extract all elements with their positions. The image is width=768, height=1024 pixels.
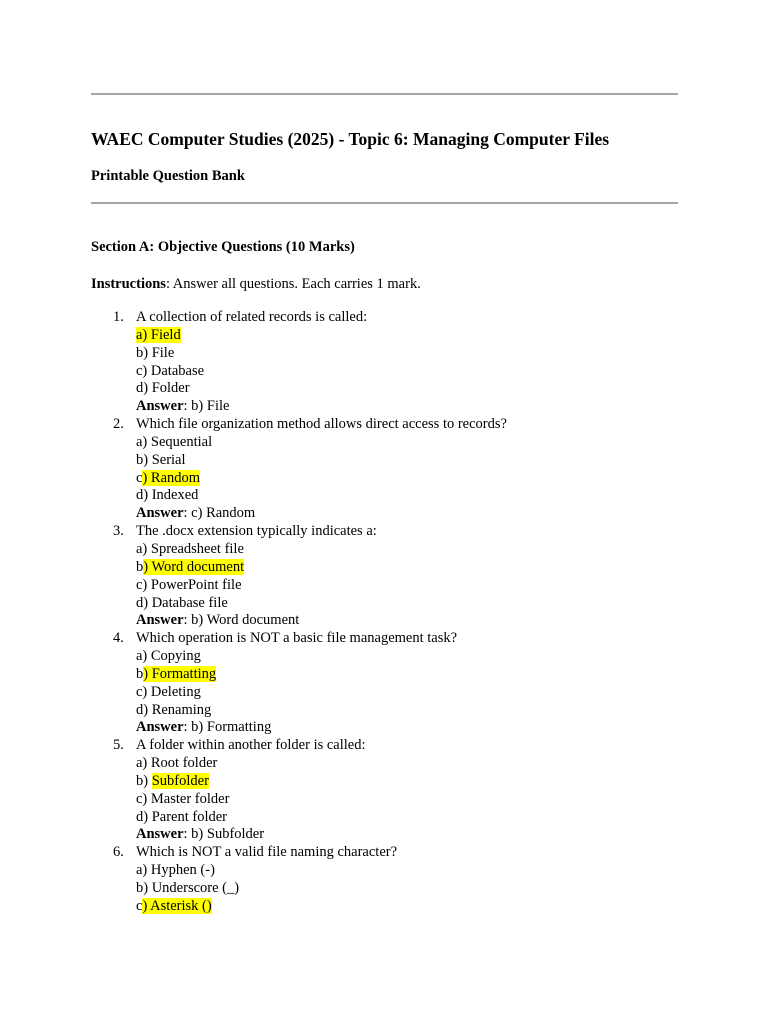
- answer-line: [91, 612, 678, 630]
- option-text: b) Underscore (_): [136, 880, 240, 896]
- question-text: A collection of related records is called:: [136, 309, 368, 325]
- question-item: [91, 416, 678, 523]
- answer-option: [91, 380, 678, 398]
- section-title: Section A: Objective Questions (10 Marks): [91, 239, 355, 255]
- document-subtitle: Printable Question Bank: [91, 168, 245, 184]
- option-text: b: [136, 665, 144, 682]
- instructions-text: : Answer all questions. Each carries 1 mark.: [165, 276, 421, 292]
- option-text: c) Deleting: [136, 683, 201, 700]
- question-text: The .docx extension typically indicates a:: [136, 523, 377, 540]
- question-number: 4.: [113, 630, 124, 647]
- answer-option: [91, 470, 678, 488]
- answer-option: [91, 487, 678, 505]
- option-text: c) Database: [136, 362, 205, 379]
- top-horizontal-rule: [91, 93, 678, 95]
- answer-option: [91, 595, 678, 613]
- answer-option: [91, 327, 678, 345]
- answer-text: : b) Subfolder: [183, 826, 265, 843]
- option-text: c) PowerPoint file: [136, 576, 242, 593]
- answer-option: [91, 898, 678, 916]
- option-text: a) Root folder: [136, 755, 218, 772]
- question-item: [91, 309, 678, 416]
- option-text: d) Database file: [136, 594, 228, 611]
- option-text: d) Parent folder: [136, 808, 227, 825]
- answer-text: : b) Formatting: [183, 719, 272, 736]
- highlighted-option-text: Subfolder: [151, 772, 209, 789]
- answer-label: Answer: [136, 719, 184, 736]
- question-number: 1.: [113, 309, 124, 325]
- answer-option: [91, 684, 678, 702]
- answer-option: [91, 755, 678, 773]
- question-list: [91, 309, 678, 916]
- answer-option: [91, 559, 678, 577]
- question-item: [91, 737, 678, 844]
- option-text: c) Master folder: [136, 790, 230, 807]
- question-text: A folder within another folder is called:: [136, 737, 366, 754]
- answer-label: Answer: [136, 612, 184, 629]
- option-text: a) Spreadsheet file: [136, 540, 244, 557]
- highlighted-option-text: ) Formatting: [143, 665, 217, 682]
- instructions: [91, 274, 421, 294]
- option-text: c: [136, 897, 143, 914]
- option-text: d) Folder: [136, 380, 190, 397]
- answer-option: [91, 345, 678, 363]
- answer-line: [91, 719, 678, 737]
- answer-option: [91, 862, 678, 880]
- question-number: 2.: [113, 416, 124, 433]
- question-item: [91, 523, 678, 630]
- question-text: Which file organization method allows direct access to records?: [136, 416, 507, 433]
- highlighted-option-text: ) Random: [142, 469, 201, 486]
- question-item: [91, 630, 678, 737]
- answer-option: [91, 666, 678, 684]
- option-text: b) File: [136, 344, 175, 361]
- answer-label: Answer: [136, 826, 184, 843]
- answer-line: [91, 398, 678, 416]
- option-text: b: [136, 558, 144, 575]
- question-number: 6.: [113, 844, 124, 861]
- option-text: a) Sequential: [136, 433, 213, 450]
- answer-label: Answer: [136, 398, 184, 415]
- answer-option: [91, 434, 678, 452]
- option-text: b) Serial: [136, 451, 186, 468]
- answer-option: [91, 577, 678, 595]
- question-item: [91, 844, 678, 915]
- question-number: 5.: [113, 737, 124, 754]
- answer-text: : b) File: [183, 398, 230, 415]
- instructions-label: Instructions: [91, 276, 166, 292]
- question-number: 3.: [113, 523, 124, 540]
- answer-option: [91, 773, 678, 791]
- answer-option: [91, 452, 678, 470]
- answer-option: [91, 541, 678, 559]
- question-text: Which operation is NOT a basic file management task?: [136, 630, 458, 647]
- option-text: a) Copying: [136, 648, 201, 665]
- highlighted-option-text: ) Word document: [143, 558, 245, 575]
- answer-label: Answer: [136, 505, 184, 522]
- option-text: a) Hyphen (-): [136, 862, 215, 879]
- answer-option: [91, 702, 678, 720]
- answer-text: : b) Word document: [183, 612, 300, 629]
- answer-text: : c) Random: [183, 505, 256, 522]
- question-text: Which is NOT a valid file naming character?: [136, 844, 398, 861]
- highlighted-option-text: ) Asterisk (): [142, 897, 212, 914]
- answer-option: [91, 648, 678, 666]
- option-text: b): [136, 772, 152, 789]
- highlighted-option-text: a) Field: [136, 326, 181, 343]
- answer-line: [91, 505, 678, 523]
- answer-line: [91, 826, 678, 844]
- answer-option: [91, 791, 678, 809]
- section-horizontal-rule: [91, 202, 678, 204]
- answer-option: [91, 880, 678, 898]
- answer-option: [91, 809, 678, 827]
- option-text: c: [136, 469, 143, 486]
- option-text: d) Indexed: [136, 487, 199, 504]
- option-text: d) Renaming: [136, 701, 212, 718]
- document-title: WAEC Computer Studies (2025) - Topic 6: Managing Computer Files: [91, 129, 610, 149]
- answer-option: [91, 363, 678, 381]
